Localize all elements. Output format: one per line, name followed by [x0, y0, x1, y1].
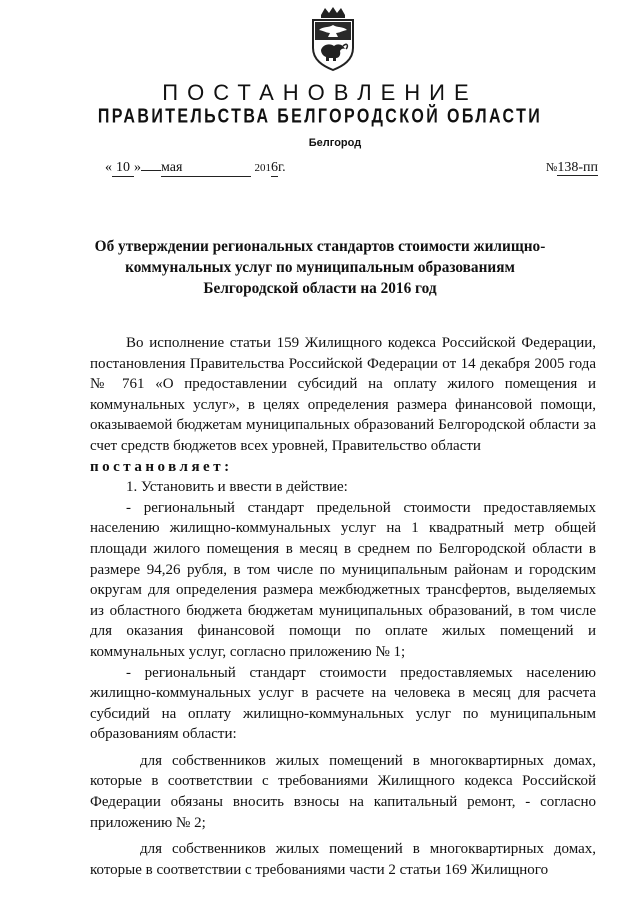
document-type-heading: ПОСТАНОВЛЕНИЕ — [162, 80, 478, 105]
item-1-subitem-b2: для собственников жилых помещений в многоквартирных домах, которые в соответствии с требованиями части 2 статьи 169 Жилищного — [90, 841, 596, 878]
date-year-prefix: 201 — [254, 162, 271, 174]
decree-date — [105, 160, 286, 177]
number-label: № — [545, 160, 558, 174]
date-day: 10 — [112, 160, 134, 177]
date-close-quote: » — [134, 160, 141, 175]
document-body — [90, 333, 596, 880]
date-and-number-row — [0, 160, 640, 182]
item-1-subitem-a: - региональный стандарт предельной стоимости предоставляемых населению жилищно-коммунальных услуг на 1 квадратный метр общей площади жилого помещения в месяц в среднем по Белгородской области в размере 94,26 рубля, в том числе по муниципальным районам и городским округам для определения размера межбюджетных трансфертов, выделяемых из областного бюджета бюджетам муниципальных образований, в том числе для оказания финансовой помощи по оплате жилых помещений и коммунальных услуг, согласно приложению № 1; — [90, 499, 596, 660]
decree-number — [546, 160, 598, 176]
date-year-end: г. — [278, 160, 286, 175]
intro-paragraph: Во исполнение статьи 159 Жилищного кодекса Российской Федерации, постановления Правительства Российской Федерации от 14 декабря 2005 года № 761 «О предоставлении субсидий на оплату жилого помещения и коммунальных услуг», в целях определения размера финансовой помощи, оказываемой бюджетам муниципальных образований Белгородской области за счет средств бюджетов всех уровней, Правительство области — [90, 335, 596, 454]
date-open-quote: « — [105, 160, 112, 175]
item-1-subitem-b: - региональный стандарт стоимости предоставляемых населению жилищно-коммунальных услуг в расчете на человека в месяц для расчета субсидий на оплату жилищно-коммунальных услуг по муниципальным образованиям области: — [90, 664, 596, 743]
item-1-subitem-b1: для собственников жилых помещений в многоквартирных домах, которые в соответствии с требованиями Жилищного кодекса Российской Федерации обязаны вносить взносы на капитальный ремонт, - согласно приложению № 2; — [90, 752, 596, 831]
number-value: 138-пп — [557, 160, 598, 175]
decree-word: постановляет: — [90, 458, 233, 475]
date-year-suffix: 6 — [271, 160, 278, 175]
item-1: 1. Установить и ввести в действие: — [126, 479, 348, 496]
authority-heading: ПРАВИТЕЛЬСТВА БЕЛГОРОДСКОЙ ОБЛАСТИ — [97, 106, 543, 128]
coat-of-arms-icon — [303, 6, 363, 72]
city-label: Белгород — [308, 137, 362, 149]
date-month: мая — [161, 160, 251, 177]
document-title: Об утверждении региональных стандартов стоимости жилищно-коммунальных услуг по муниципальным образованиям Белгородской области на 2016 год — [94, 238, 546, 297]
